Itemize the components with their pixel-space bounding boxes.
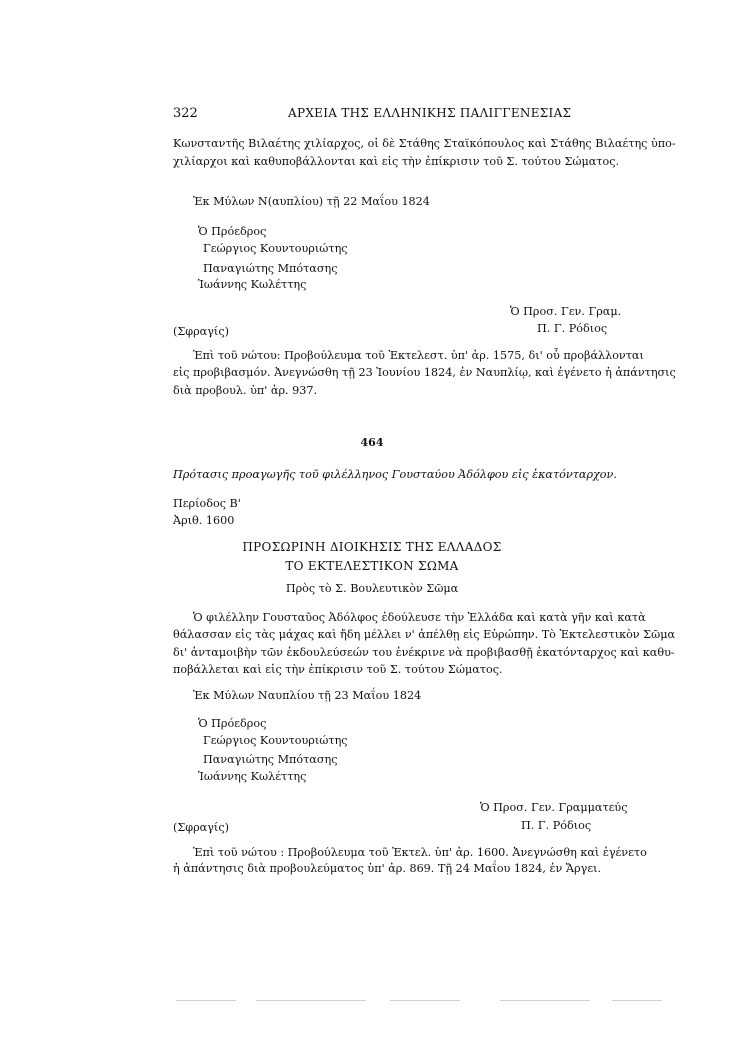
doc464-number: 464 xyxy=(360,436,384,449)
doc464-signatory: Ἰωάννης Κωλέττης xyxy=(198,770,307,783)
doc464-period: Περίοδος Β' xyxy=(173,497,241,510)
doc463-seal: (Σφραγίς) xyxy=(173,325,229,338)
doc463-signatory: Παναγιώτης Μπότασης xyxy=(203,262,338,275)
note-line: ἡ ἀπάντησις διὰ προβουλεύματος ὑπ' ἀρ. 869. Τῇ 24 Μαΐου 1824, ἐν Ἄργει. xyxy=(173,862,602,875)
body-line: ποβάλλεται καὶ εἰς τὴν ἐπίκρισιν τοῦ Σ. τούτου Σώματος. xyxy=(173,663,503,676)
doc464-issuer-line2: ΤΟ ΕΚΤΕΛΕΣΤΙΚΟΝ ΣΩΜΑ xyxy=(285,559,459,573)
doc463-dateline: Ἐκ Μύλων Ν(αυπλίου) τῇ 22 Μαΐου 1824 xyxy=(193,195,430,208)
doc464-dateline: Ἐκ Μύλων Ναυπλίου τῇ 23 Μαΐου 1824 xyxy=(193,689,422,702)
running-title: ΑΡΧΕΙΑ ΤΗΣ ΕΛΛΗΝΙΚΗΣ ΠΑΛΙΓΓΕΝΕΣΙΑΣ xyxy=(288,106,572,120)
body-line: χιλίαρχοι καὶ καθυποβάλλονται καὶ εἰς τὴν ἐπίκρισιν τοῦ Σ. τούτου Σώματος. xyxy=(173,155,620,168)
doc463-secretary-name: Π. Γ. Ρόδιος xyxy=(537,322,608,335)
doc464-signatory: Γεώργιος Κουντουριώτης xyxy=(203,734,348,747)
doc463-secretary-title: Ὁ Προσ. Γεν. Γραμ. xyxy=(510,305,622,318)
doc463-signatory: Γεώργιος Κουντουριώτης xyxy=(203,242,348,255)
body-line: θάλασσαν εἰς τὰς μάχας καὶ ἤδη μέλλει ν' ἀπέλθῃ εἰς Εὐρώπην. Τὸ Ἐκτελεστικὸν Σῶμα xyxy=(173,628,676,641)
doc463-president-title: Ὁ Πρόεδρος xyxy=(198,225,267,238)
doc464-signatory: Παναγιώτης Μπότασης xyxy=(203,753,338,766)
note-line: Ἐπὶ τοῦ νώτου : Προβούλευμα τοῦ Ἐκτελ. ὑπ' ἀρ. 1600. Ἀνεγνώσθη καὶ ἐγένετο xyxy=(193,846,647,859)
body-line: Κωνσταντῆς Βιλαέτης χιλίαρχος, οἱ δὲ Στάθης Σταϊκόπουλος καὶ Στάθης Βιλαέτης ὑπο- xyxy=(173,137,676,150)
scan-artifact-line xyxy=(256,1000,366,1001)
doc464-ref-number: Ἀριθ. 1600 xyxy=(173,514,235,527)
doc464-president-title: Ὁ Πρόεδρος xyxy=(198,717,267,730)
doc464-addressee: Πρὸς τὸ Σ. Βουλευτικὸν Σῶμα xyxy=(285,582,459,595)
scan-artifact-line xyxy=(176,1000,236,1001)
scan-artifact-line xyxy=(612,1000,662,1001)
note-line: διὰ προβουλ. ὑπ' ἀρ. 937. xyxy=(173,384,318,397)
doc463-signatory: Ἰωάννης Κωλέττης xyxy=(198,278,307,291)
note-line: εἰς προβιβασμόν. Ἀνεγνώσθη τῇ 23 Ἰουνίου 1824, ἐν Ναυπλίῳ, καὶ ἐγένετο ἡ ἀπάντησις xyxy=(173,366,676,379)
note-line: Ἐπὶ τοῦ νώτου: Προβούλευμα τοῦ Ἐκτελεστ. ὑπ' ἀρ. 1575, δι' οὗ προβάλλονται xyxy=(193,349,644,362)
scan-artifact-line xyxy=(390,1000,460,1001)
doc464-seal: (Σφραγίς) xyxy=(173,821,229,834)
body-line: Ὁ φιλέλλην Γουσταῦος Ἀδόλφος ἐδούλευσε τὴν Ἑλλάδα καὶ κατὰ γῆν καὶ κατὰ xyxy=(193,611,646,624)
doc464-secretary-name: Π. Γ. Ρόδιος xyxy=(521,819,592,832)
doc464-secretary-title: Ὁ Προσ. Γεν. Γραμματεύς xyxy=(480,801,628,814)
scan-artifact-line xyxy=(500,1000,590,1001)
doc464-heading: Πρότασις προαγωγῆς τοῦ φιλέλληνος Γουσταύου Ἀδόλφου εἰς ἑκατόνταρχον. xyxy=(173,468,617,481)
body-line: δι' ἀνταμοιβὴν τῶν ἐκδουλεύσεών του ἐνέκρινε νὰ προβιβασθῇ ἑκατόνταρχος καὶ καθυ- xyxy=(173,646,675,659)
page-number: 322 xyxy=(173,106,198,121)
doc464-issuer-line1: ΠΡΟΣΩΡΙΝΗ ΔΙΟΙΚΗΣΙΣ ΤΗΣ ΕΛΛΑΔΟΣ xyxy=(242,540,502,554)
